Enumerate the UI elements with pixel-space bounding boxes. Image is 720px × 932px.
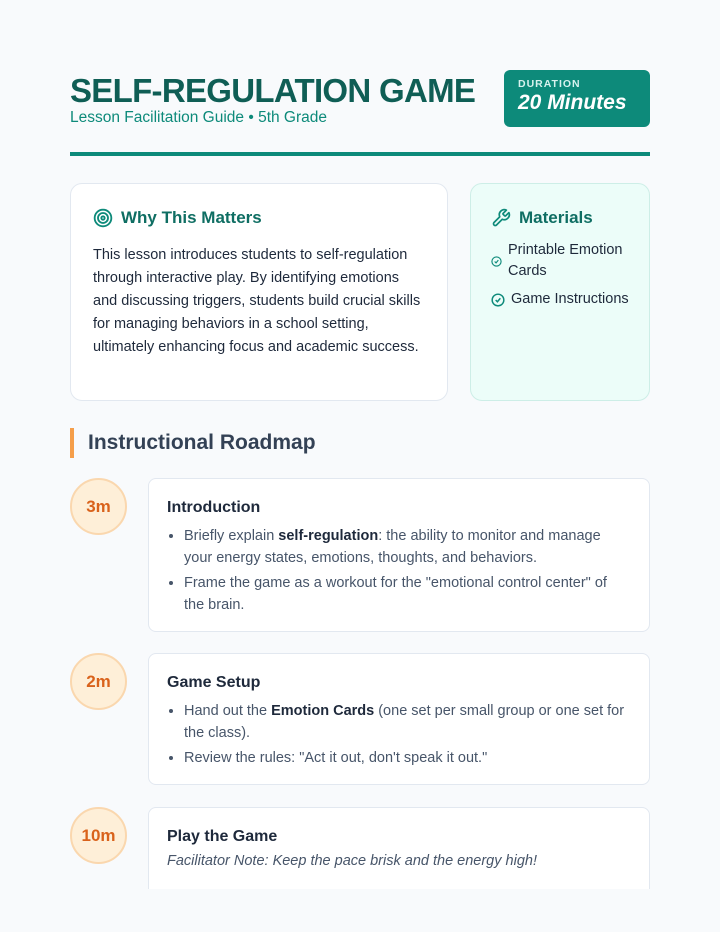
page-bottom-margin [0, 889, 720, 932]
check-circle-icon [491, 256, 502, 267]
materials-item-label: Game Instructions [511, 291, 629, 307]
why-card-title [93, 206, 425, 230]
materials-item [491, 240, 629, 282]
materials-card [470, 183, 650, 401]
page-header [70, 70, 650, 156]
materials-card-title [491, 206, 629, 230]
step-bullet-list [167, 525, 631, 616]
why-card-heading: Why This Matters [121, 208, 262, 227]
why-card-text: This lesson introduces students to self-regulation through interactive play. By identifying emotions and discussing triggers, students build crucial skills for managing behaviors in a school setting, ultimately enhancing focus and academic success. [93, 247, 421, 355]
step-bullet: • Hand out the Emotion Cards (one set per small group or one set for the class). [184, 700, 631, 744]
step-bullet: • Briefly explain self-regulation: the ability to monitor and manage your energy states, emotions, thoughts, and behaviors. [184, 525, 631, 569]
why-this-matters-card [70, 183, 448, 401]
step-time-badge: 10m [70, 807, 127, 864]
step-time-badge: 2m [70, 653, 127, 710]
materials-card-heading: Materials [519, 208, 593, 227]
materials-item-label: Printable Emotion Cards [508, 242, 623, 279]
roadmap-heading: Instructional Roadmap [70, 428, 316, 458]
step-bullet: • Frame the game as a workout for the "emotional control center" of the brain. [184, 572, 631, 616]
materials-item [491, 289, 629, 310]
step-bullet: • Review the rules: "Act it out, don't speak it out." [184, 747, 631, 769]
duration-badge [504, 70, 650, 127]
duration-value: 20 Minutes [518, 91, 627, 114]
step-card [148, 653, 650, 785]
step-title: Introduction [167, 499, 261, 516]
page-subtitle: Lesson Facilitation Guide • 5th Grade [70, 109, 328, 126]
page-title: SELF-REGULATION GAME [70, 72, 476, 109]
step-bullet-list [167, 700, 631, 769]
facilitator-note: Facilitator Note: Keep the pace brisk and the energy high! [167, 853, 537, 869]
step-title: Play the Game [167, 828, 278, 845]
check-circle-icon [491, 293, 505, 307]
duration-label: DURATION [518, 78, 581, 90]
wrench-icon [491, 208, 511, 228]
step-time-badge: 3m [70, 478, 127, 535]
step-title: Game Setup [167, 674, 261, 691]
target-icon [93, 208, 113, 228]
step-card [148, 478, 650, 632]
materials-list [491, 240, 629, 310]
